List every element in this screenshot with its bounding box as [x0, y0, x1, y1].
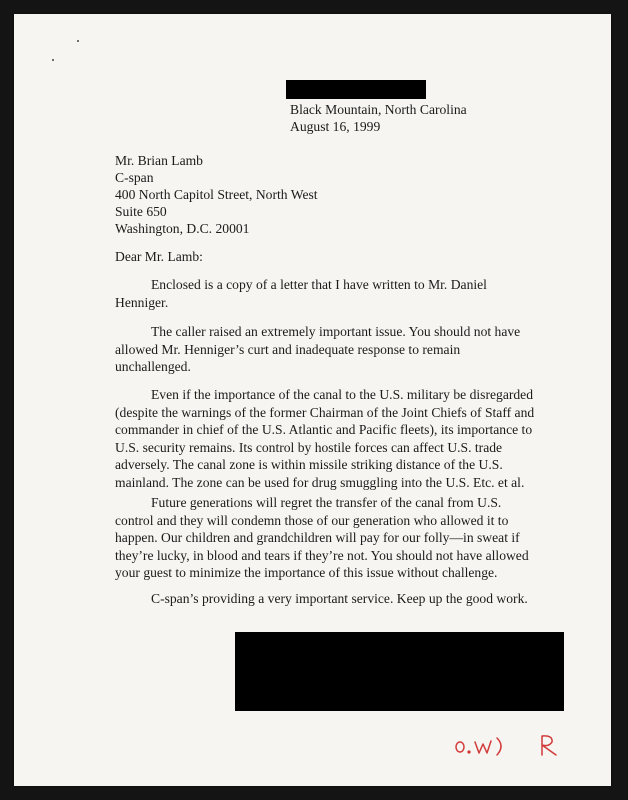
paragraph-line: commander in chief of the U.S. Atlantic and Pacific fleets), its importance to	[115, 422, 533, 437]
recipient-suite: Suite 650	[115, 204, 167, 219]
paragraph-line: mainland. The zone can be used for drug smuggling into the U.S. Etc. et al.	[115, 474, 525, 490]
redacted-signature	[235, 632, 564, 711]
recipient-name: Mr. Brian Lamb	[115, 153, 203, 168]
paragraph-line: adversely. The canal zone is within missile striking distance of the U.S.	[115, 457, 503, 472]
paragraph-line: Enclosed is a copy of a letter that I have written to Mr. Daniel	[151, 277, 487, 292]
letter-page	[14, 14, 611, 786]
paragraph-1	[115, 276, 545, 311]
handwritten-note	[452, 724, 572, 764]
paragraph-line: allowed Mr. Henniger’s curt and inadequate response to remain	[115, 341, 461, 357]
sender-location: Black Mountain, North Carolina	[290, 102, 467, 117]
handwritten-note-glyphs	[452, 724, 572, 764]
paragraph-line: unchallenged.	[115, 359, 191, 374]
recipient-street: 400 North Capitol Street, North West	[115, 187, 318, 202]
paragraph-3	[115, 386, 545, 491]
letter-date: August 16, 1999	[290, 119, 381, 134]
paragraph-line: they’re lucky, in blood and tears if they’re not. You should not have allowed	[115, 547, 529, 563]
paragraph-5	[115, 590, 545, 608]
paragraph-line: (despite the warnings of the former Chairman of the Joint Chiefs of Staff and	[115, 404, 535, 420]
paragraph-line: Even if the importance of the canal to the U.S. military be disregarded	[151, 387, 534, 402]
paragraph-line: The caller raised an extremely important issue. You should not have	[151, 324, 521, 339]
paragraph-line: happen. Our children and grandchildren will pay for our folly—in sweat if	[115, 530, 520, 545]
paper-speck	[52, 59, 54, 61]
recipient-city: Washington, D.C. 20001	[115, 221, 250, 236]
paragraph-4	[115, 494, 545, 582]
salutation: Dear Mr. Lamb:	[115, 249, 203, 264]
paragraph-line: Henniger.	[115, 294, 169, 310]
recipient-organization: C-span	[115, 170, 154, 185]
paragraph-line: U.S. security remains. Its control by hostile forces can affect U.S. trade	[115, 439, 503, 455]
redacted-sender-name	[286, 80, 426, 99]
paragraph-line: control and they will condemn those of our generation who allowed it to	[115, 512, 509, 528]
paragraph-line: your guest to minimize the importance of this issue without challenge.	[115, 565, 498, 580]
paragraph-line: C-span’s providing a very important service. Keep up the good work.	[151, 591, 528, 606]
paragraph-line: Future generations will regret the transfer of the canal from U.S.	[151, 495, 502, 510]
paper-speck	[77, 40, 79, 42]
paragraph-2	[115, 323, 545, 376]
